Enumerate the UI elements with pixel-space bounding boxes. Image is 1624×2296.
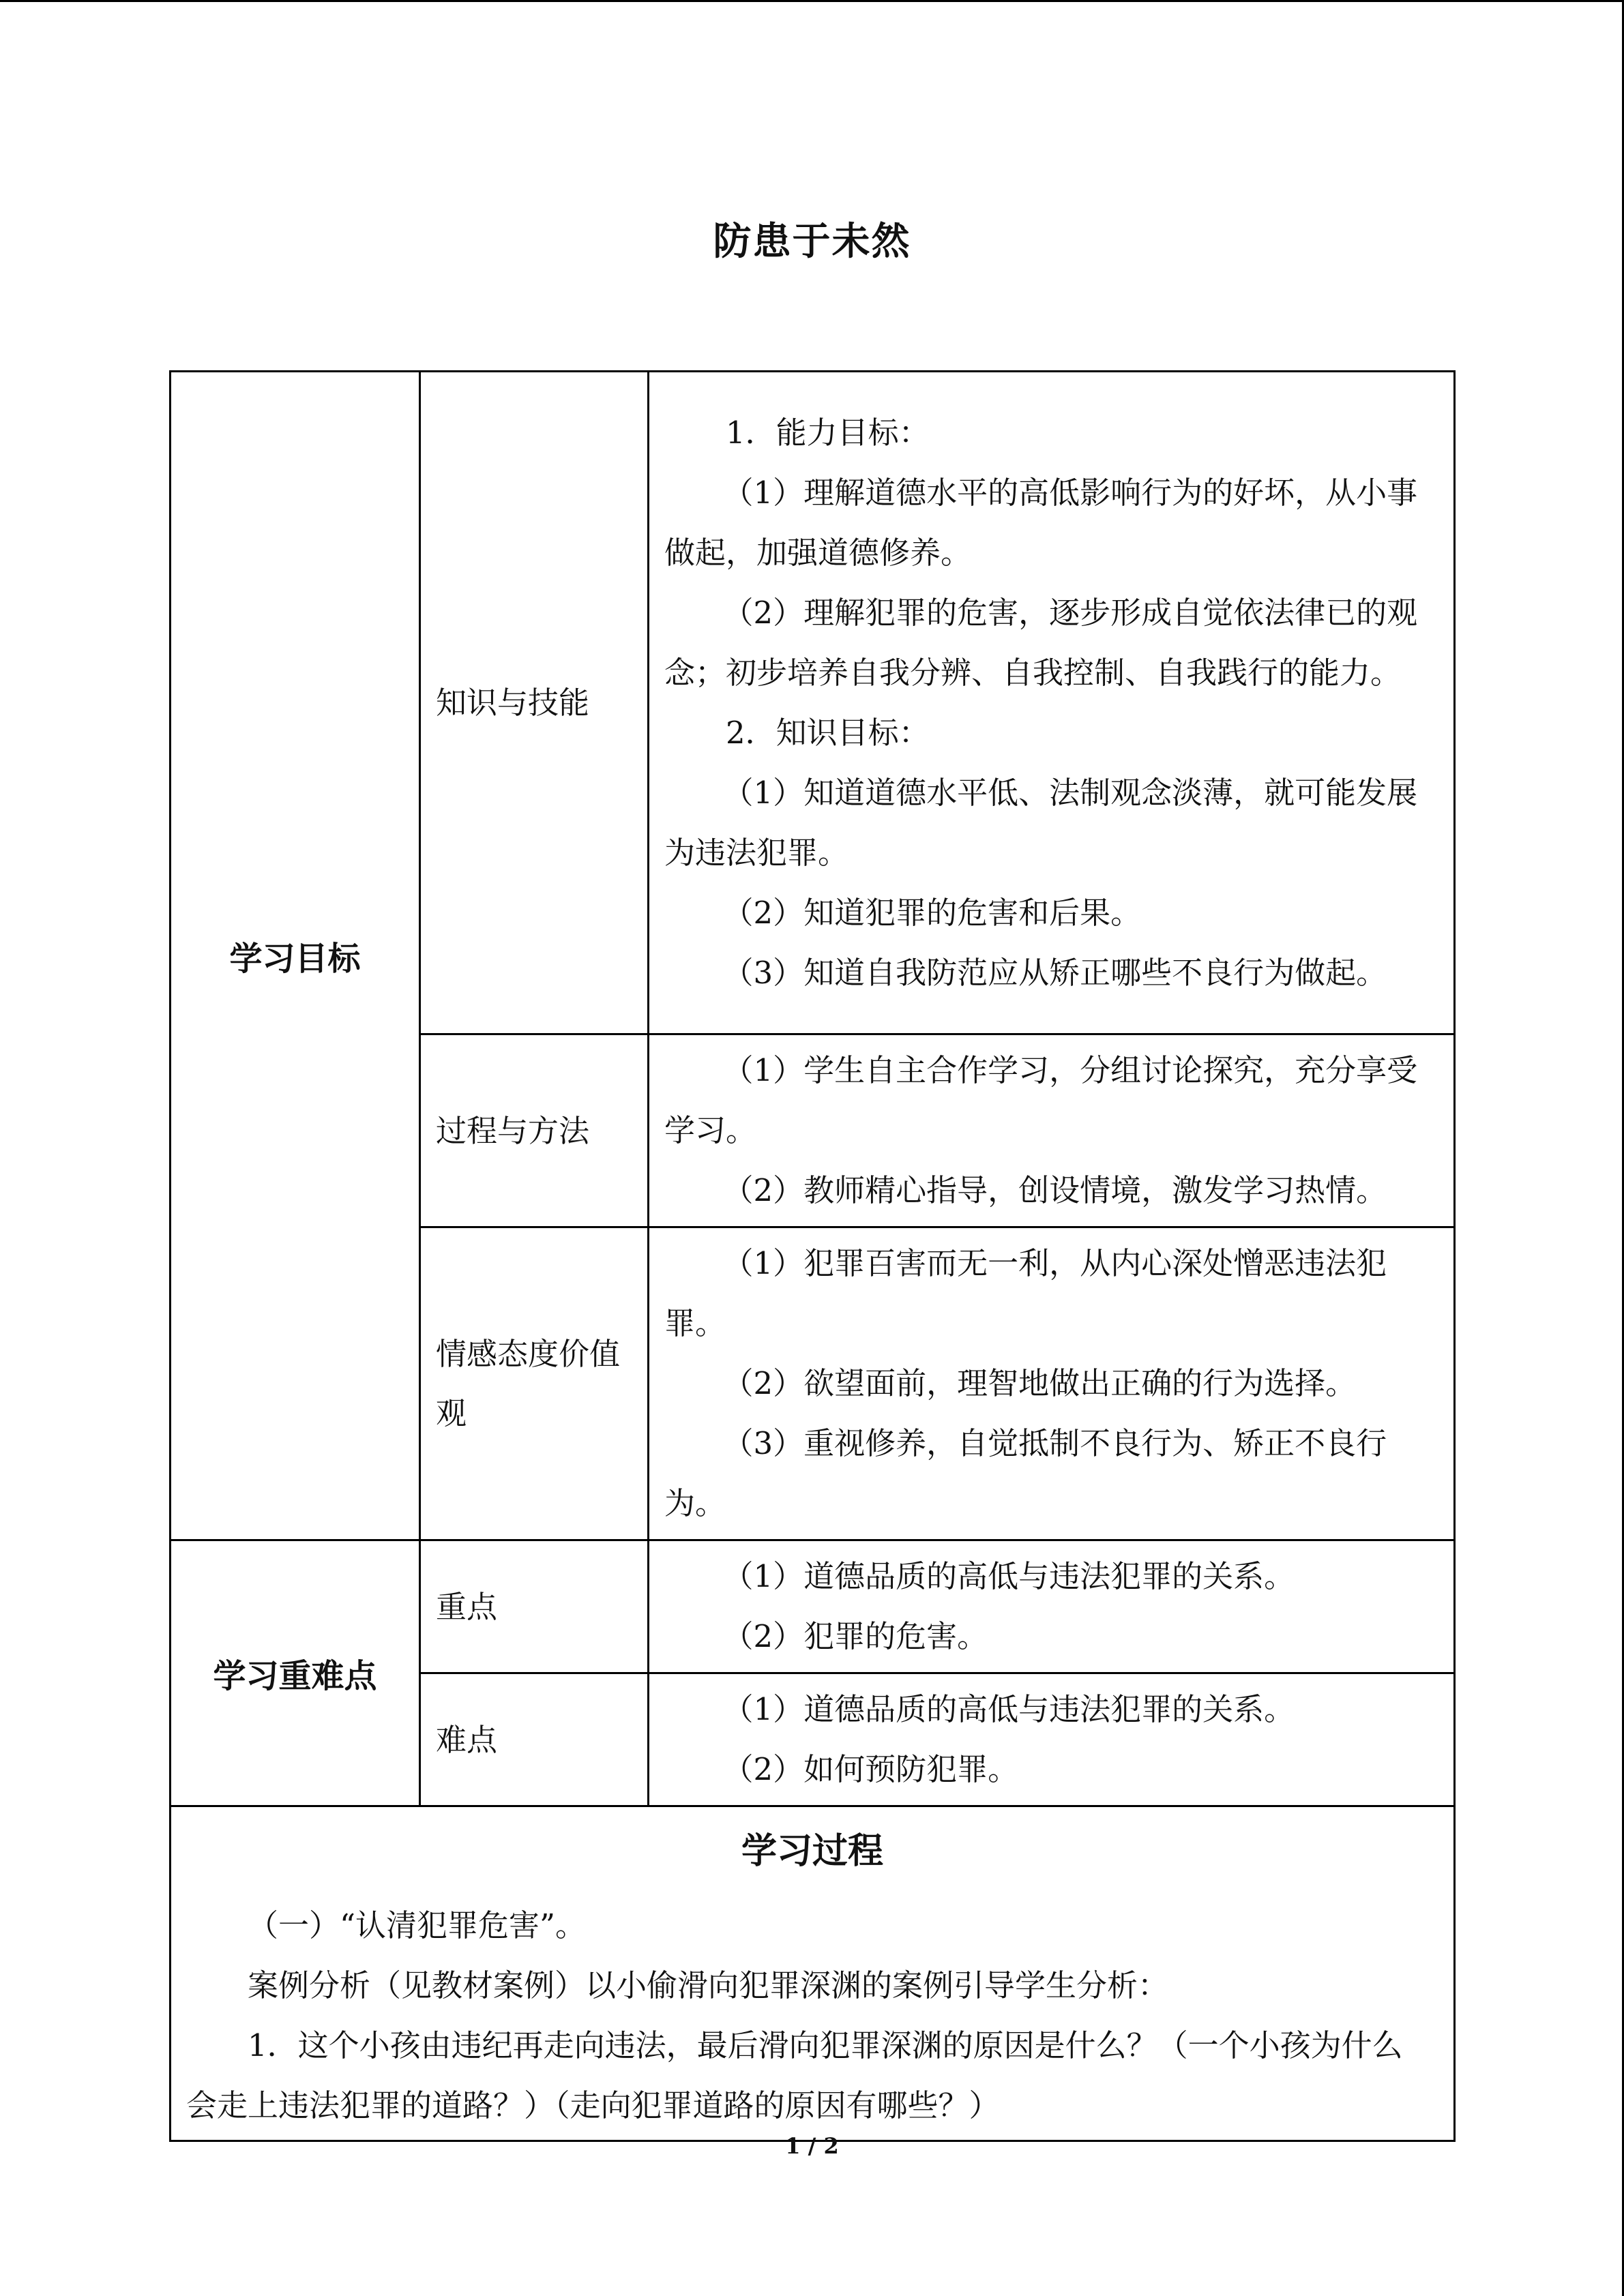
page-border-top xyxy=(0,0,1624,2)
line: （2）知道犯罪的危害和后果。 xyxy=(722,894,1142,931)
label-difficult: 难点 xyxy=(420,1673,649,1806)
line: （2）如何预防犯罪。 xyxy=(722,1751,1019,1787)
row-key xyxy=(171,1540,1455,1673)
content-process xyxy=(649,1034,1455,1227)
line: （2）理解犯罪的危害，逐步形成自觉依法律已的观念；初步培养自我分辨、自我控制、自我践行的能力。 xyxy=(664,594,1418,691)
lesson-table xyxy=(169,370,1456,2142)
paragraph: 1．这个小孩由违纪再走向违法，最后滑向犯罪深渊的原因是什么？（一个小孩为什么会走上违法犯罪的道路？）（走向犯罪道路的原因有哪些？） xyxy=(186,2027,1403,2123)
line: （1）理解道德水平的高低影响行为的好坏，从小事做起，加强道德修养。 xyxy=(664,474,1418,571)
line: （1）知道道德水平低、法制观念淡薄，就可能发展为违法犯罪。 xyxy=(664,774,1418,871)
line: （2）犯罪的危害。 xyxy=(722,1618,988,1654)
line: （1）犯罪百害而无一利，从内心深处憎恶违法犯罪。 xyxy=(664,1245,1387,1341)
line: 1．能力目标： xyxy=(726,414,930,451)
line: （3）知道自我防范应从矫正哪些不良行为做起。 xyxy=(722,954,1387,991)
page-number: 1 / 2 xyxy=(785,2133,839,2159)
line: （1）道德品质的高低与违法犯罪的关系。 xyxy=(722,1558,1295,1594)
label-process: 过程与方法 xyxy=(420,1034,649,1227)
line: （3）重视修养，自觉抵制不良行为、矫正不良行为。 xyxy=(664,1425,1387,1521)
content-difficult xyxy=(649,1673,1455,1806)
learning-process-title: 学习过程 xyxy=(741,1831,883,1872)
category-focus: 学习重难点 xyxy=(171,1540,420,1806)
document-title: 防患于未然 xyxy=(713,220,911,264)
learning-process-section xyxy=(171,1806,1455,2141)
category-objectives: 学习目标 xyxy=(171,372,420,1540)
label-emotion: 情感态度价值观 xyxy=(420,1227,649,1540)
line: （2）教师精心指导，创设情境，激发学习热情。 xyxy=(722,1172,1387,1208)
label-key: 重点 xyxy=(420,1540,649,1673)
row-knowledge xyxy=(171,372,1455,1034)
line: 2．知识目标： xyxy=(726,714,930,751)
line: （1）道德品质的高低与违法犯罪的关系。 xyxy=(722,1691,1295,1727)
label-knowledge: 知识与技能 xyxy=(420,372,649,1034)
paragraph: 案例分析（见教材案例）以小偷滑向犯罪深渊的案例引导学生分析： xyxy=(248,1967,1169,2003)
line: （2）欲望面前，理智地做出正确的行为选择。 xyxy=(722,1365,1357,1401)
content-key xyxy=(649,1540,1455,1673)
row-learning-process xyxy=(171,1806,1455,2141)
paragraph: （一）“认清犯罪危害”。 xyxy=(248,1907,587,1943)
learning-process-body xyxy=(171,1896,1453,2140)
content-knowledge xyxy=(649,372,1455,1034)
content-emotion xyxy=(649,1227,1455,1540)
line: （1）学生自主合作学习，分组讨论探究，充分享受学习。 xyxy=(664,1052,1418,1148)
